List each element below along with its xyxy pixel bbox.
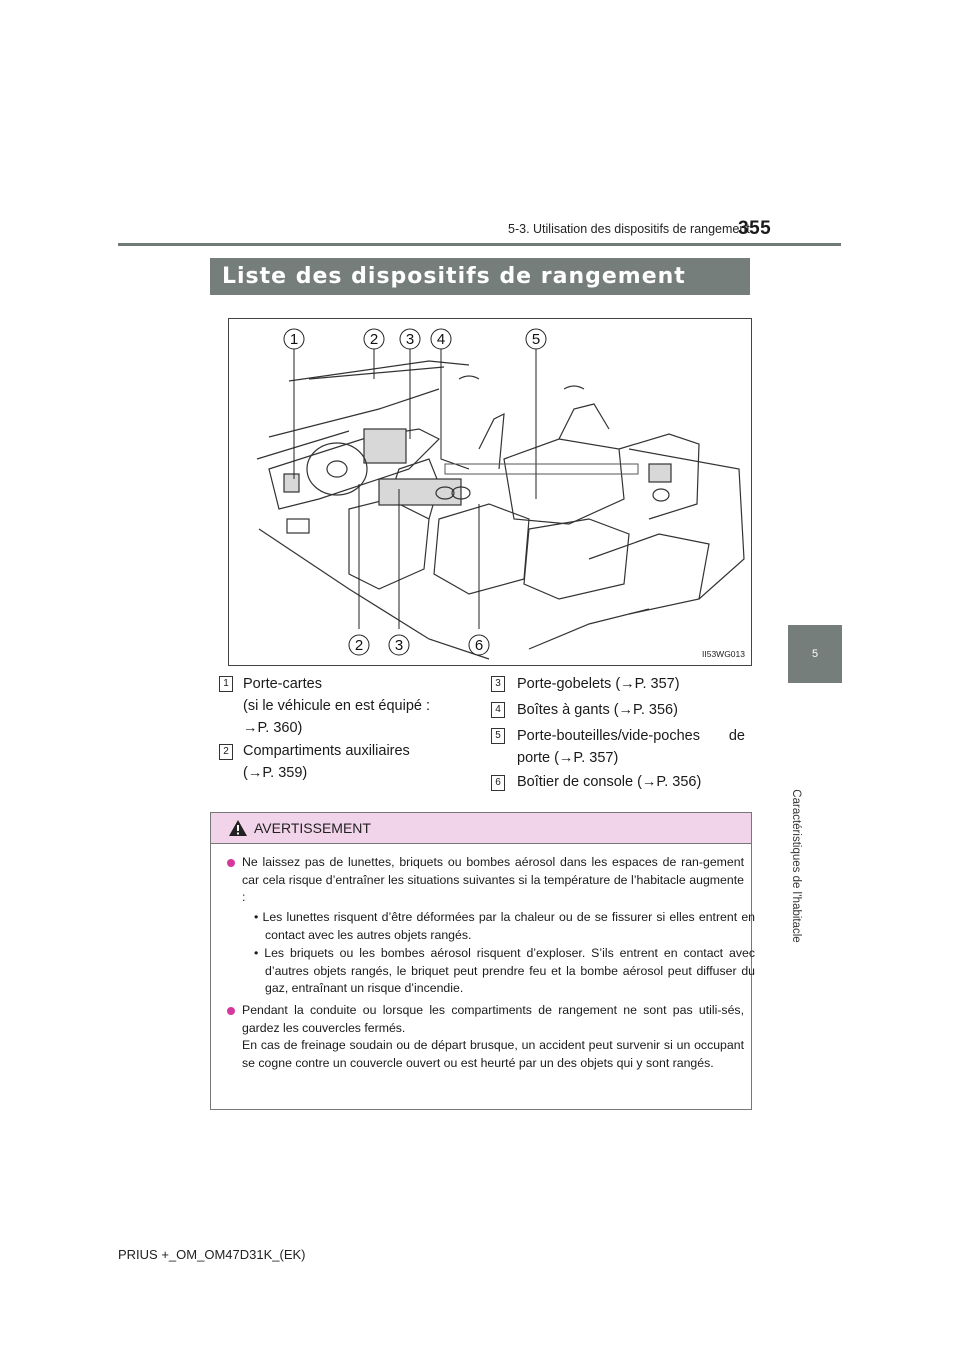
- callout-bottom-2: 2: [354, 637, 364, 654]
- legend-badge-6: 6: [491, 775, 505, 791]
- warning-icon: [228, 819, 248, 837]
- illustration-code: II53WG013: [702, 649, 745, 659]
- top-callouts: [284, 329, 546, 349]
- legend-item-2-line-2: (→P. 359): [243, 765, 308, 781]
- warning-title: AVERTISSEMENT: [254, 820, 371, 836]
- legend-badge-1: 1: [219, 676, 233, 692]
- car-interior-drawing: [229, 319, 751, 665]
- callout-3: 3: [405, 331, 415, 348]
- legend-item-2: [243, 741, 410, 783]
- legend-item-5-line-2: porte (→P. 357): [517, 750, 619, 766]
- document-footer: PRIUS +_OM_OM47D31K_(EK): [118, 1247, 306, 1262]
- callout-4: 4: [436, 331, 446, 348]
- legend-item-6: Boîtier de console (→P. 356): [517, 774, 702, 790]
- legend-item-5: [517, 726, 745, 768]
- chapter-label: Caractéristiques de l’habitacle: [790, 789, 802, 943]
- legend-item-1-line-2: (si le véhicule en est équipé :: [243, 698, 430, 714]
- car-outline: [257, 361, 744, 659]
- legend-item-3: Porte-gobelets (→P. 357): [517, 676, 680, 692]
- warning-header: [211, 813, 751, 844]
- page-number: 355: [738, 218, 772, 239]
- warning-bullet-2a: Pendant la conduite ou lorsque les compartiments de rangement ne sont pas utili-sés, gardez les couvercles fermés.: [242, 1003, 744, 1035]
- warning-sub-1: • Les lunettes risquent d’être déformées par la chaleur ou de se fissurer si elles entrent en contact avec les autres objets rangés.: [254, 910, 755, 942]
- legend-badge-5: 5: [491, 728, 505, 744]
- warning-sub-2: • Les briquets ou les bombes aérosol risquent d’exploser. S’ils entrent en contact avec d’autres objets rangés, le briquet peut prendre feu et la bombe aérosol peut diffuser du gaz, entraînant un risque d’incendie.: [254, 946, 755, 995]
- callout-2: 2: [369, 331, 379, 348]
- bullet-icon: [227, 1007, 235, 1015]
- legend-item-1-line-1: Porte-cartes: [243, 676, 322, 692]
- legend-item-5-line-1: Porte-bouteilles/vide-poches de: [517, 728, 745, 744]
- callout-5: 5: [531, 331, 541, 348]
- callout-bottom-6: 6: [474, 637, 484, 654]
- warning-box: [210, 812, 755, 1110]
- legend-item-1: [243, 674, 430, 738]
- legend-item-2-line-1: Compartiments auxiliaires: [243, 743, 410, 759]
- interior-illustration: [228, 318, 752, 666]
- callout-bottom-3: 3: [394, 637, 404, 654]
- callout-1: 1: [289, 331, 299, 348]
- section-title: 5-3. Utilisation des dispositifs de rangement: [508, 222, 750, 236]
- page-heading: Liste des dispositifs de rangement: [222, 264, 686, 289]
- warning-bullet-1: Ne laissez pas de lunettes, briquets ou bombes aérosol dans les espaces de ran-gement car cela risque d’entraîner les situations suivantes si la température de l’habitacle augmente :: [242, 855, 744, 904]
- chapter-tab[interactable]: 5: [788, 625, 842, 683]
- warning-bullet-2b: En cas de freinage soudain ou de départ brusque, un accident peut survenir si un occupant se cogne contre un couvercle ouvert ou est heurté par un des objets qui y sont rangés.: [242, 1038, 744, 1070]
- legend-badge-3: 3: [491, 676, 505, 692]
- legend-item-1-line-3: →P. 360): [243, 720, 303, 736]
- header-rule: [118, 243, 841, 246]
- legend-badge-4: 4: [491, 702, 505, 718]
- legend-item-4: Boîtes à gants (→P. 356): [517, 702, 678, 718]
- legend-badge-2: 2: [219, 744, 233, 760]
- bullet-icon: [227, 859, 235, 867]
- heading-band: [210, 258, 750, 295]
